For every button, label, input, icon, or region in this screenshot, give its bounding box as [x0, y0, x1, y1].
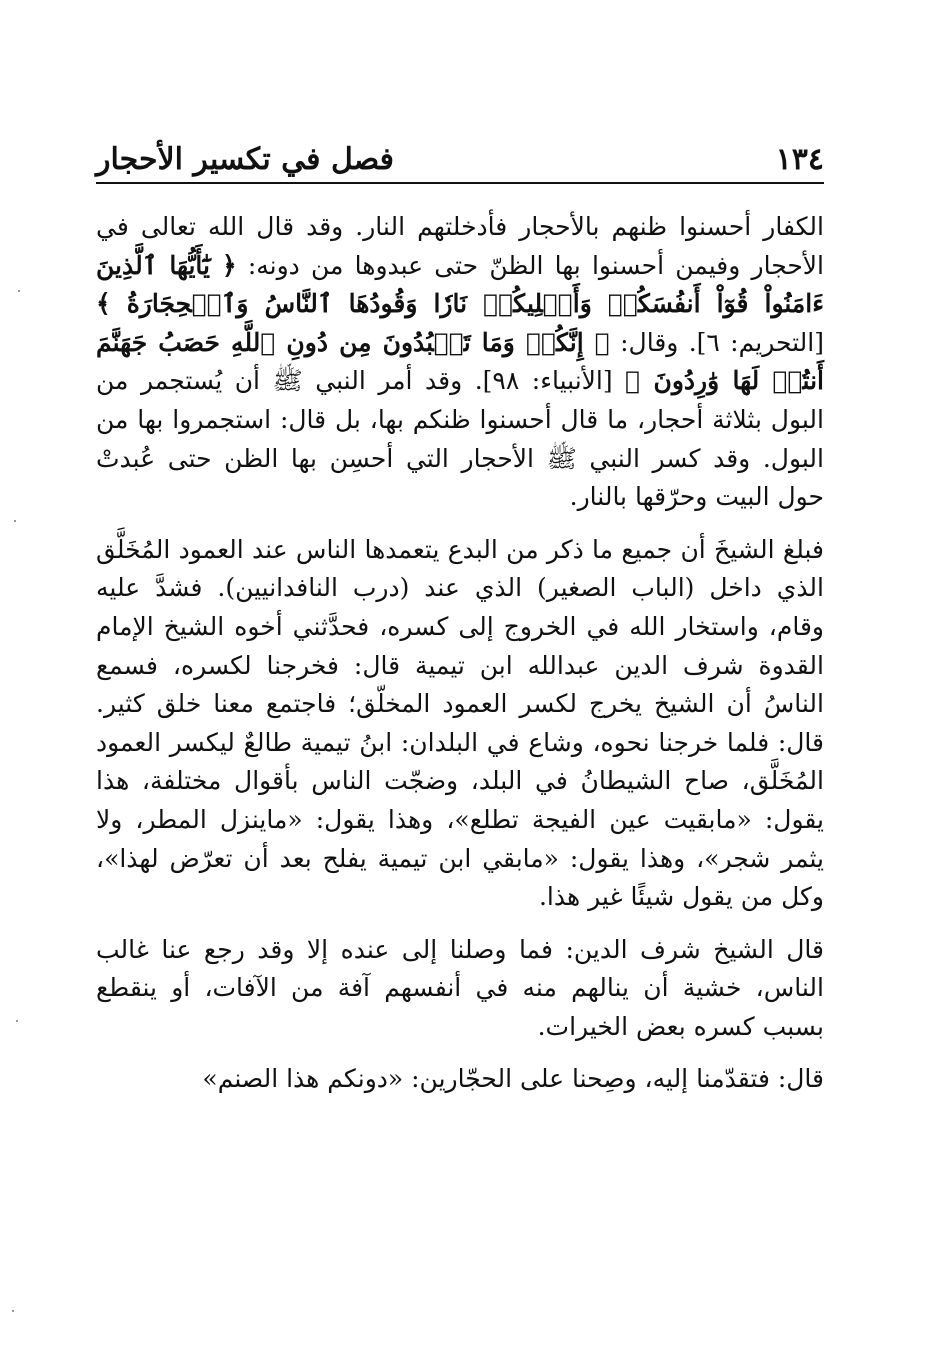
scan-speck [14, 520, 16, 522]
header-rule [96, 182, 824, 184]
body-text [96, 208, 824, 1099]
paragraph-1 [96, 208, 824, 517]
text-run: فبلغ الشيخَ أن جميع ما ذكر من البدع يتعمدها الناس عند العمود المُخَلَّق الذي داخل (الباب الصغير) الذي عند (درب النافدانيين). فشدَّ عليه وقام، واستخار الله في الخروج إلى كسره، فحدَّثني أخوه الشيخ الإمام القدوة شرف الدين عبدالله ابن تيمية قال: فخرجنا لكسره، فسمع الناسُ أن الشيخ يخرج لكسر العمود المخلّق؛ فاجتمع معنا خلق كثير. قال: فلما خرجنا نحوه، وشاع في البلدان: ابنُ تيمية طالعٌ ليكسر العمود المُخَلَّق، صاح الشيطانُ في البلد، وضجّت الناس بأقوال مختلفة، هذا يقول: «مابقيت عين الفيجة تطلع»، وهذا يقول: «ماينزل المطر، ولا يثمر شجر»، وهذا يقول: «مابقي ابن تيمية يفلح بعد أن تعرّض لهذا»، وكل من يقول شيئًا غير هذا. [96, 534, 824, 912]
text-run: قال الشيخ شرف الدين: فما وصلنا إلى عنده إلا وقد رجع عنا غالب الناس، خشية أن ينالهم منه في أنفسهم آفة من الآفات، أو ينقطع بسبب كسره بعض الخيرات. [96, 934, 824, 1041]
quran-verse-tahrim: ﴿ يَٰٓأَيُّهَا ٱلَّذِينَ ءَامَنُواْ قُوٓاْ أَنفُسَكُمۡ وَأَهۡلِيكُمۡ نَارٗا وَقُودُهَا ٱلنَّاسُ وَٱلۡحِجَارَةُ ﴾ [96, 250, 824, 319]
paragraph-4 [96, 1060, 824, 1099]
running-title: فصل في تكسير الأحجار [96, 142, 395, 177]
scan-speck [12, 1310, 14, 1312]
page-header [96, 138, 824, 180]
text-run: [التحريم: ٦]. وقال: [609, 327, 824, 357]
scan-speck [16, 1020, 18, 1022]
text-run: [الأنبياء: ٩٨]. وقد أمر النبي ﷺ أن يُستجمر من البول بثلاثة أحجار، ما قال أحسنوا ظنكم بها، بل قال: استجمروا بها من البول. وقد كسر النبي ﷺ الأحجار التي أحسِن بها الظن حتى عُبدتْ حول البيت وحرّقها بالنار. [96, 366, 824, 512]
page-number: ١٣٤ [775, 142, 824, 177]
scan-speck [18, 290, 20, 292]
text-run: قال: فتقدّمنا إليه، وصِحنا على الحجّارين: «دونكم هذا الصنم» [202, 1064, 824, 1094]
paragraph-2 [96, 531, 824, 917]
paragraph-3 [96, 931, 824, 1047]
text-run: الكفار أحسنوا ظنهم بالأحجار فأدخلتهم النار. وقد قال الله تعالى في الأحجار وفيمن أحسنوا بها الظنّ حتى عبدوها من دونه: [96, 212, 824, 280]
quran-verse-anbiya: ﴿ إِنَّكُمۡ وَمَا تَعۡبُدُونَ مِن دُونِ ٱللَّهِ حَصَبُ جَهَنَّمَ أَنتُمۡ لَهَا وَٰرِدُونَ ﴾ [96, 327, 824, 396]
